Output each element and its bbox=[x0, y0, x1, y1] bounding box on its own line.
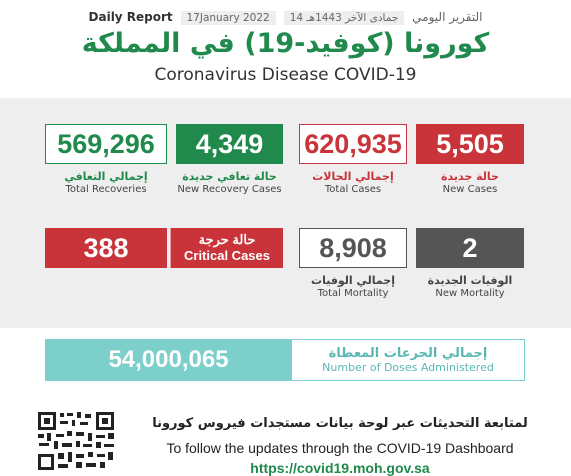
report-header bbox=[0, 10, 571, 25]
new-recovery-card bbox=[176, 124, 283, 164]
page-title-en: Coronavirus Disease COVID-19 bbox=[154, 65, 417, 85]
new-recovery-label-en: New Recovery Cases bbox=[177, 184, 282, 195]
new-mortality-card bbox=[416, 228, 524, 268]
doses-value-box bbox=[45, 339, 292, 381]
critical-cases-label-ar: حالة حرجة bbox=[198, 232, 256, 248]
new-cases-value: 5,505 bbox=[436, 128, 504, 159]
new-mortality-label-en: New Mortality bbox=[435, 288, 505, 299]
new-cases-label bbox=[416, 170, 524, 195]
total-cases-label-en: Total Cases bbox=[324, 184, 382, 195]
critical-cases-value-card bbox=[45, 228, 167, 268]
total-recoveries-label bbox=[45, 170, 167, 195]
new-cases-label-en: New Cases bbox=[442, 184, 498, 195]
qr-code-icon[interactable] bbox=[36, 410, 116, 470]
critical-cases-label-card bbox=[170, 228, 283, 268]
critical-cases-value: 388 bbox=[83, 232, 129, 263]
page-title-ar: كورونا (كوفيد-19) في المملكة bbox=[81, 28, 490, 59]
new-recovery-label-ar: حالة تعافي جديدة bbox=[182, 170, 277, 183]
total-mortality-label-ar: إجمالي الوفيات bbox=[311, 274, 395, 287]
daily-report-label: Daily Report bbox=[88, 10, 173, 24]
total-mortality-card bbox=[299, 228, 407, 268]
total-recoveries-label-ar: إجمالي التعافي bbox=[64, 170, 148, 183]
new-mortality-label bbox=[416, 274, 524, 299]
new-recovery-label bbox=[166, 170, 293, 195]
new-mortality-label-ar: الوفيات الجديدة bbox=[427, 274, 513, 287]
critical-cases-label-en: Critical Cases bbox=[184, 248, 270, 263]
new-mortality-value: 2 bbox=[462, 232, 478, 263]
doses-label-ar: إجمالي الجرعات المعطاة bbox=[328, 346, 488, 361]
doses-value: 54,000,065 bbox=[108, 346, 229, 373]
total-mortality-value: 8,908 bbox=[319, 232, 387, 263]
new-cases-label-ar: حالة جديدة bbox=[441, 170, 499, 183]
dashboard-link[interactable]: https://covid19.moh.gov.sa bbox=[250, 460, 430, 476]
total-recoveries-card bbox=[45, 124, 167, 164]
total-cases-card bbox=[299, 124, 407, 164]
hijri-date: 14 جمادى الآخر 1443هـ bbox=[284, 11, 405, 25]
total-recoveries-label-en: Total Recoveries bbox=[65, 184, 147, 195]
doses-label-box bbox=[292, 339, 525, 381]
total-cases-label bbox=[299, 170, 407, 195]
gregorian-date: 17January 2022 bbox=[181, 11, 276, 25]
total-cases-label-ar: إجمالي الحالات bbox=[312, 170, 394, 183]
total-mortality-label-en: Total Mortality bbox=[317, 288, 389, 299]
daily-report-label-ar: التقرير اليومي bbox=[412, 10, 483, 24]
total-recoveries-value: 569,296 bbox=[57, 128, 155, 159]
footer-text-ar: لمتابعة التحديثات عبر لوحة بيانات مستجدات فيروس كورونا bbox=[152, 416, 528, 431]
doses-label-en: Number of Doses Administered bbox=[322, 361, 494, 374]
total-mortality-label bbox=[299, 274, 407, 299]
new-cases-card bbox=[416, 124, 524, 164]
total-cases-value: 620,935 bbox=[304, 128, 402, 159]
footer-text-en: To follow the updates through the COVID-19 Dashboard bbox=[166, 440, 514, 456]
new-recovery-value: 4,349 bbox=[195, 128, 264, 159]
